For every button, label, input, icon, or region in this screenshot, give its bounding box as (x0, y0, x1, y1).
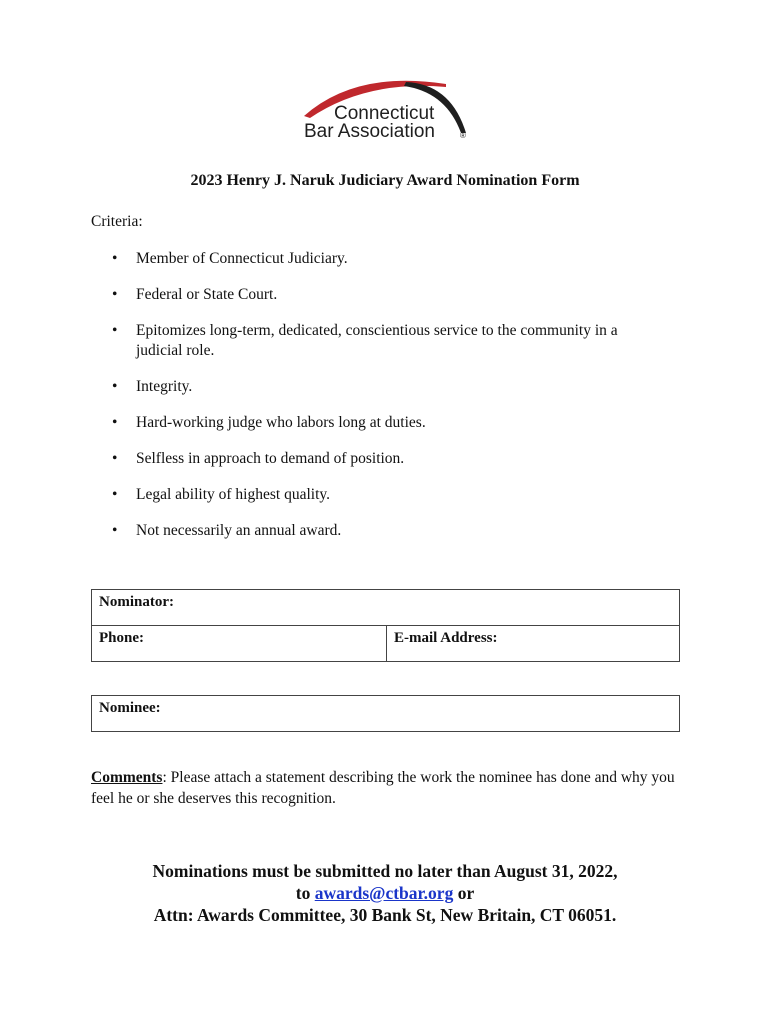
form-title: 2023 Henry J. Naruk Judiciary Award Nomination Form (190, 172, 580, 189)
criteria-item: • Selfless in approach to demand of position. (112, 450, 405, 467)
nominator-table (91, 589, 680, 662)
bullet-icon: • (112, 522, 118, 539)
criteria-item: • Legal ability of highest quality. (112, 486, 330, 503)
bullet-icon: • (112, 486, 118, 503)
comments-paragraph (91, 767, 681, 809)
criteria-item: • Member of Connecticut Judiciary. (112, 250, 348, 267)
criteria-item: • Federal or State Court. (112, 286, 278, 303)
criteria-item: • Hard-working judge who labors long at duties. (112, 414, 426, 431)
logo-line1: Connecticut (334, 103, 435, 124)
criteria-list (112, 249, 662, 541)
phone-label: Phone: (99, 630, 144, 646)
bullet-icon: • (112, 450, 118, 467)
email-label: E-mail Address: (394, 630, 498, 646)
nominator-label: Nominator: (99, 594, 174, 610)
bullet-icon: • (112, 286, 118, 303)
criteria-item: • Not necessarily an annual award. (112, 522, 342, 539)
logo-line2: Bar Association (304, 121, 435, 142)
nominee-field[interactable] (92, 696, 680, 732)
criteria-item: • Epitomizes long-term, dedicated, conscientious service to the community in a judicial role. (112, 322, 618, 359)
awards-email-link[interactable]: awards@ctbar.org (314, 883, 454, 903)
criteria-item: • Integrity. (112, 378, 193, 395)
submission-instructions (0, 860, 770, 926)
bullet-icon: • (112, 322, 118, 339)
comments-label: Comments (91, 769, 163, 786)
logo-registered-mark: ® (460, 131, 466, 140)
bullet-icon: • (112, 414, 118, 431)
bullet-icon: • (112, 378, 118, 395)
bullet-icon: • (112, 250, 118, 267)
email-line: to awards@ctbar.org or (295, 883, 475, 903)
email-field[interactable] (387, 626, 680, 662)
nominator-field[interactable] (92, 590, 680, 626)
cba-logo (296, 78, 471, 142)
address-line: Attn: Awards Committee, 30 Bank St, New Britain, CT 06051. (153, 905, 617, 925)
phone-field[interactable] (92, 626, 387, 662)
comments-text: : Please attach a statement describing the work the nominee has done and why you feel he or she deserves this recognition. (91, 769, 675, 807)
deadline-line: Nominations must be submitted no later than August 31, 2022, (152, 861, 618, 881)
nominee-label: Nominee: (99, 700, 161, 716)
criteria-label: Criteria: (91, 213, 143, 230)
nominee-table (91, 695, 680, 732)
